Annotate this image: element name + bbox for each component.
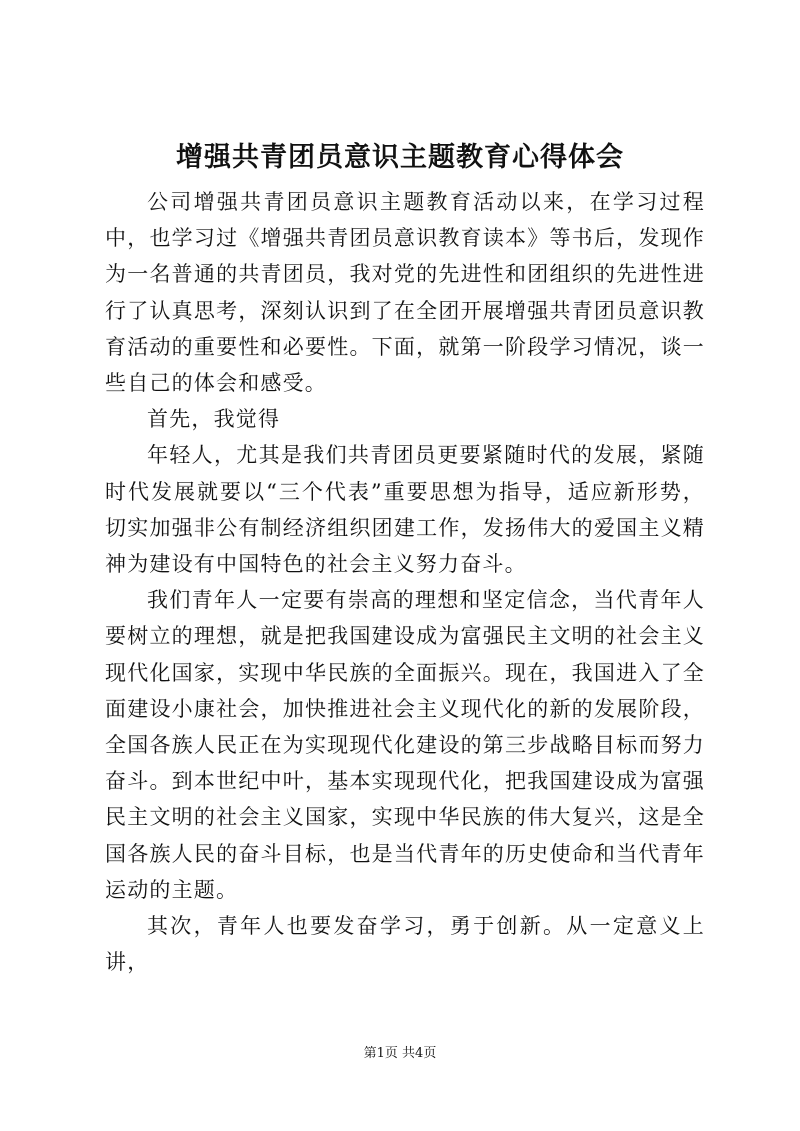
paragraph-2: 首先，我觉得 — [147, 407, 281, 432]
paragraph-3: 年轻人，尤其是我们共青团员更要紧随时代的发展，紧随时代发展就要以“三个代表”重要思想为指导，适应新形势，切实加强非公有制经济组织团建工作，发扬伟大的爱国主义精神为建设有中国特色的社会主义努力奋斗。 — [105, 443, 705, 577]
paragraph-5: 其次，青年人也要发奋学习，勇于创新。从一定意义上讲， — [105, 914, 705, 975]
document-title: 增强共青团员意识主题教育心得体会 — [176, 142, 624, 173]
paragraph-1: 公司增强共青团员意识主题教育活动以来，在学习过程中，也学习过《增强共青团员意识教育读本》等书后，发现作为一名普通的共青团员，我对党的先进性和团组织的先进性进行了认真思考，深刻认识到了在全团开展增强共青团员意识教育活动的重要性和必要性。下面，就第一阶段学习情况，谈一些自己的体会和感受。 — [105, 190, 705, 396]
page-footer: 第1页 共4页 — [363, 1046, 437, 1061]
document-body — [105, 184, 705, 980]
paragraph-4: 我们青年人一定要有崇高的理想和坚定信念，当代青年人要树立的理想，就是把我国建设成为富强民主文明的社会主义现代化国家，实现中华民族的全面振兴。现在，我国进入了全面建设小康社会，加快推进社会主义现代化的新的发展阶段，全国各族人民正在为实现现代化建设的第三步战略目标而努力奋斗。到本世纪中叶，基本实现现代化，把我国建设成为富强民主文明的社会主义国家，实现中华民族的伟大复兴，这是全国各族人民的奋斗目标，也是当代青年的历史使命和当代青年运动的主题。 — [105, 588, 705, 902]
